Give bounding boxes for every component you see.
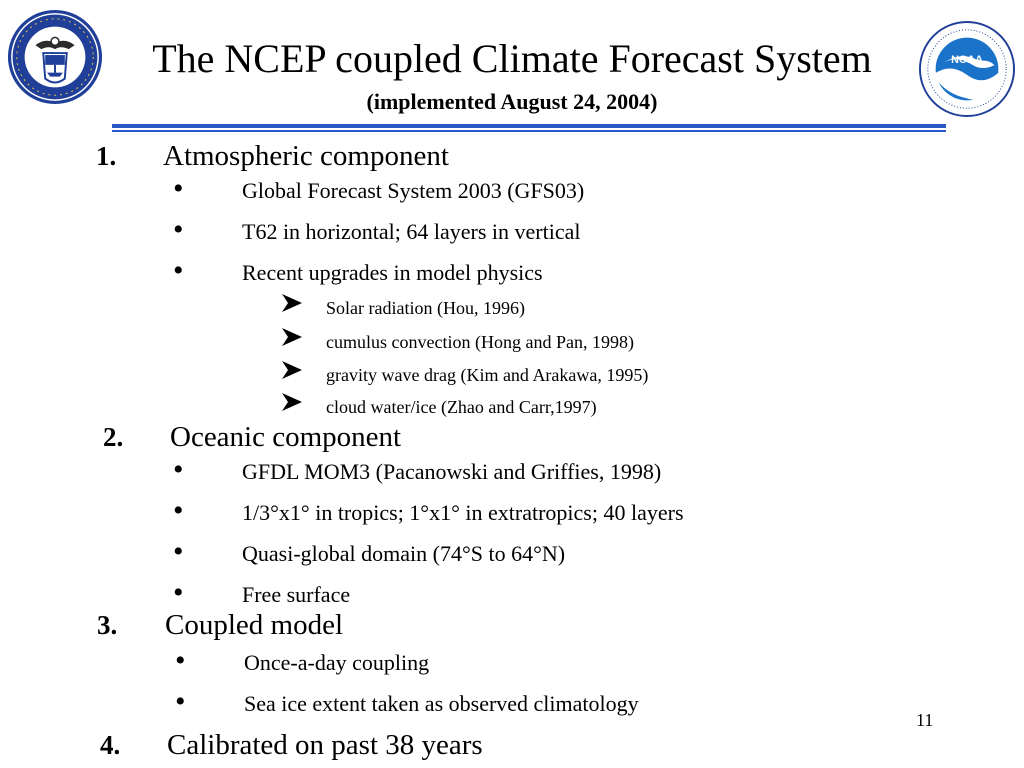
arrow-bullet-icon xyxy=(281,293,303,313)
bullet-dot-icon: • xyxy=(175,644,186,677)
section-heading: Oceanic component xyxy=(170,421,402,453)
bullet-item: Global Forecast System 2003 (GFS03) xyxy=(242,178,585,203)
section-number: 3. xyxy=(97,610,118,640)
arrow-bullet-icon xyxy=(281,360,303,380)
bullet-dot-icon: • xyxy=(173,453,184,486)
bullet-dot-icon: • xyxy=(173,213,184,246)
bullet-dot-icon: • xyxy=(173,494,184,527)
bullet-item: Quasi-global domain (74°S to 64°N) xyxy=(242,541,566,566)
section-number: 4. xyxy=(100,730,121,760)
bullet-dot-icon: • xyxy=(175,685,186,718)
bullet-item: T62 in horizontal; 64 layers in vertical xyxy=(242,219,581,244)
page-number: 11 xyxy=(916,710,934,730)
section-heading: Calibrated on past 38 years xyxy=(167,729,483,761)
bullet-dot-icon: • xyxy=(173,535,184,568)
section-number: 1. xyxy=(96,141,117,171)
bullet-item: GFDL MOM3 (Pacanowski and Griffies, 1998) xyxy=(242,459,662,484)
bullet-item: Free surface xyxy=(242,582,351,607)
bullet-item: Sea ice extent taken as observed climatology xyxy=(244,691,639,716)
bullet-item: Once-a-day coupling xyxy=(244,650,430,675)
svg-text:NOAA: NOAA xyxy=(951,54,983,67)
title-divider xyxy=(112,124,946,128)
title-divider-thin xyxy=(112,130,946,132)
slide-subtitle: (implemented August 24, 2004) xyxy=(366,89,658,114)
bullet-item: 1/3°x1° in tropics; 1°x1° in extratropics; 40 layers xyxy=(242,500,684,525)
sub-bullet-item: cloud water/ice (Zhao and Carr,1997) xyxy=(326,397,597,417)
bullet-item: Recent upgrades in model physics xyxy=(242,260,543,285)
slide-title: The NCEP coupled Climate Forecast System xyxy=(152,36,872,81)
sub-bullet-item: gravity wave drag (Kim and Arakawa, 1995) xyxy=(326,365,649,385)
bullet-dot-icon: • xyxy=(173,172,184,205)
section-heading: Atmospheric component xyxy=(163,140,449,172)
section-number: 2. xyxy=(103,422,124,452)
bullet-dot-icon: • xyxy=(173,254,184,287)
arrow-bullet-icon xyxy=(281,392,303,412)
sub-bullet-item: cumulus convection (Hong and Pan, 1998) xyxy=(326,332,634,352)
sub-bullet-item: Solar radiation (Hou, 1996) xyxy=(326,298,525,318)
section-heading: Coupled model xyxy=(165,609,344,641)
arrow-bullet-icon xyxy=(281,327,303,347)
bullet-dot-icon: • xyxy=(173,576,184,609)
